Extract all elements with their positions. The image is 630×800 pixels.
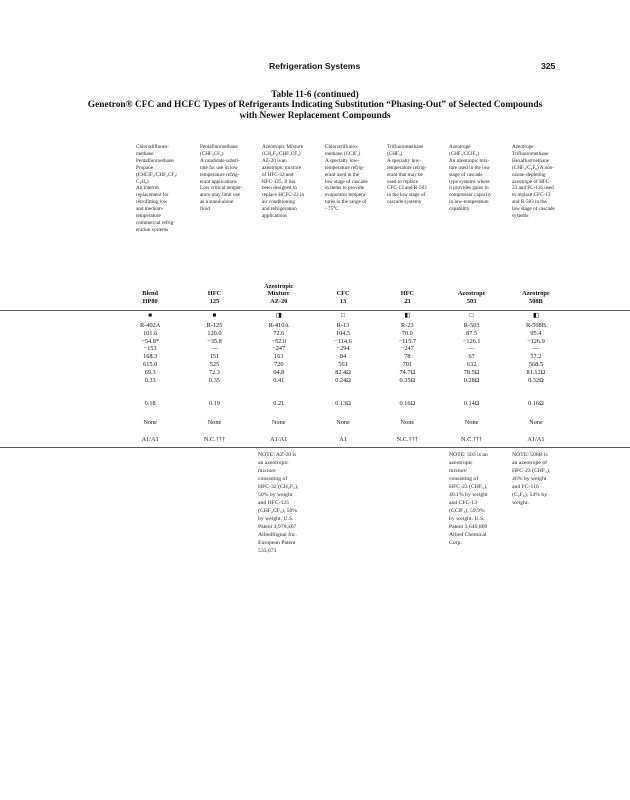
column-header: Azeotrope 503 [457,290,486,306]
table-row [118,400,568,408]
table-cell: 72.6 [273,329,285,337]
column-header: CFC 13 [336,290,350,306]
category-symbol-icon: ◧ [532,312,539,319]
table-cell: 70.0 [401,329,413,337]
table-cell: A1/A1 [527,436,545,443]
table-cell: −114.6 [334,337,352,345]
table-title-line2: with Newer Replacement Compounds [239,111,391,121]
category-symbol-icon: □ [341,312,345,319]
table-cell: 0.13Ω [335,400,351,407]
table-cell: 0.32Ω [528,376,544,384]
table-cell: R-13 [336,322,350,329]
table-cell: — [211,345,218,353]
table-row [118,419,568,427]
table-cell: 84 [339,353,347,361]
table-cell: 0.24Ω [335,376,351,384]
table-cell: N.C.††† [460,436,483,443]
table-cell: None [400,419,415,426]
description-az20: Azeotropic Mixture (CH₂F₂/CHF₂CF₃) AZ-20 is an azeotropic mixture of HFC-32 and HFC-125. It has been designed to replace HCFC-22 in air conditioning and refrigeration applications [262,144,305,220]
table-cell: 104.5 [335,329,351,337]
table-cell: 120.0 [207,329,222,337]
table-cell: R-125 [206,322,223,329]
table-cell: 72.3 [208,368,220,376]
description-hp80: Chlorodifluoro- methane Pentafluoroethane Propane (CHClF₂/CHF₂CF₃/ C₃H₈) An interim replacement for retrofitting low and medium- temperature commercial refrig- eration systems [136,144,178,233]
table-caption: Table 11-6 (continued) [271,89,359,99]
note-r503: NOTE: 503 is an azeotropic mixture consisting of HFC-23 (CHF₃), 40.1% by weight and CFC-13 (CClF₃), 59.9% by weight. U.S. Patent 3,640,869 Allied Chemical Corp. [449,452,488,546]
table-cell: 67 [468,353,475,361]
running-header-title: Refrigeration Systems [269,61,361,71]
category-symbol-icon: ■ [212,312,217,319]
table-cell: 0.35 [208,376,220,384]
table-row [118,436,568,444]
column-header: Azeotropic Mixture AZ-20 [264,282,294,306]
category-symbol-icon: ◧ [404,312,411,319]
column-headers [118,280,568,306]
table-cell: 561 [338,360,348,368]
table-cell: 0.16Ω [528,400,544,407]
table-cell: N.C.††† [203,436,226,443]
table-cell: — [532,345,540,353]
table-cell: 168.3 [143,353,158,361]
table-cell: R-508B [525,322,546,329]
table-cell: 57.2 [530,353,542,361]
table-cell: N.C.††† [396,436,418,443]
table-cell: −35.8 [207,337,222,345]
table-cell: 0.19 [208,400,220,407]
page-number: 325 [541,61,556,71]
table-title-line1: Genetron® CFC and HCFC Types of Refrigerants Indicating Substitution “Phasing-Out” of Selected Compounds [87,100,543,110]
table-cell: R-402A [140,322,161,329]
table-rule-top [0,310,630,311]
column-header: HFC 125 [207,290,222,306]
table-cell: R-23 [401,322,414,329]
table-cell: 101.6 [143,329,158,337]
table-cell: None [529,419,543,426]
description-hfc125: Pentafluoroethane (CHF₂CF₃) A candidate substi- tute for use in low temperature refrig- erant applications Low critical temper- ature may limit use as a stand-alone fluid [200,144,243,213]
table-cell: 69.3 [144,368,156,376]
table-cell: 82.4Ω [335,368,351,376]
description-hfc23: Trifluoromethane (CHF₃) A specialty low- temperature refrig- erant that may be used to replace CFC-13 and R-503 in the low stage of cascade systems [387,144,427,206]
table-cell: 0.28Ω [463,376,480,384]
table-cell: −126.1 [462,337,481,345]
table-cell: 632 [466,360,477,368]
table-cell: 0.18 [144,400,156,407]
table-cell: 0.16Ω [399,400,416,407]
table-cell: −153 [143,345,157,353]
table-cell: 0.14Ω [463,400,480,407]
table-cell: 0.33 [144,376,156,384]
description-r503: Azeotrope (CHF₃/CClF₃) An azeotropic mix- ture used in the low stage of cascade type systems where it provides gains in compressor capacity in low-temperature capability [449,144,492,213]
table-cell: 87.5 [466,329,478,337]
table-cell: −54.8* [141,337,160,345]
note-r508b: NOTE: 508B is an azeotrope of HFC-23 (CHF₃), 46% by weight and FC-116 (C₂F₆), 54% by weight. [512,452,551,506]
table-cell: −247 [400,345,414,353]
category-symbol-icon: ■ [148,312,153,319]
table-cell: 74.7Ω [399,368,416,376]
table-cell: 64.8 [273,368,285,376]
table-cell: None [464,419,479,426]
table-cell: None [271,419,286,426]
description-r508b: Azeotrope Trifluoromethane Hexafluoroethane (CHF₃/C₂F₆) A non- ozone-depleting azeotrope of HFC- 23 and FC-116 used to replace CFC-13 and R-503 in the low stage of cascade systems [512,144,555,220]
category-symbol-icon: ◨ [275,312,282,319]
table-cell: 78.5Ω [463,368,480,376]
table-cell: −294 [336,345,350,353]
table-cell: 720 [274,360,284,368]
column-header: Azeotrope 508B [522,290,550,306]
table-cell: −126.9 [527,337,545,345]
table-cell: 78 [404,353,411,361]
column-header: Blend HP80 [142,290,159,306]
note-az20: NOTE: AZ-20 is an azeotropic mixture consisting of HFC-32 (CH₂F₂), 50% by weight and HFC-125 (CHF₂CF₃), 50% by weight. U.S. Patent 4,978,467 AlliedSignal Inc. European Patent 533,673 [258,452,299,554]
table-cell: 151 [209,353,220,361]
category-symbol-icon: □ [469,312,474,319]
table-cell: 525 [209,360,220,368]
table-cell: None [143,419,157,426]
table-cell: −247 [272,345,286,353]
table-cell: None [207,419,222,426]
table-cell: −52.0 [271,337,287,345]
table-cell: 95.4 [530,329,542,337]
table-cell: A1/A1 [270,436,288,443]
column-header: HFC 23 [400,290,414,306]
table-cell: 0.21 [273,400,285,407]
table-rule-bottom [0,447,630,448]
table-cell: 163 [274,353,284,361]
table-cell: 568.5 [528,360,544,368]
table-body-properties [118,322,568,384]
table-cell: A1 [339,436,347,443]
table-cell: R-410A [268,322,289,329]
symbol-row [118,312,568,320]
table-cell: A1/A1 [141,436,159,443]
table-cell: 701 [402,360,413,368]
description-cfc13: Chlorotrifluoro- methane (CClF₃) A specialty low- temperature refrig- erant used in the low stage of cascade systems to provide evaporator tempera- tures in the range of −75°C [325,144,368,213]
table-cell: 0.35Ω [399,376,416,384]
table-cell: R-503 [463,322,480,329]
table-cell: None [336,419,350,426]
table-cell: — [468,345,475,353]
table-cell: −115.7 [398,337,417,345]
table-cell: 615.0 [143,360,158,368]
table-cell: 0.41 [273,376,285,384]
table-cell: 81.12Ω [526,368,546,376]
